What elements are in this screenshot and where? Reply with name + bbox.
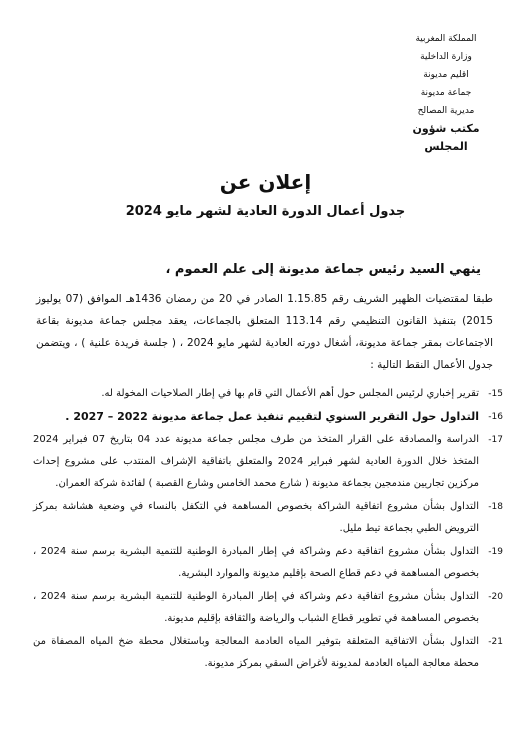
- intro-paragraph: طبقا لمقتضيات الظهير الشريف رقم 1.15.85 الصادر في 20 من رمضان 1436هـ الموافق (07 يوليوز 2015) بتنفيذ القانون التنظيمي رقم 113.14 المتعلق بالجماعات، يعقد مجلس جماعة مديونة بقاعة الاجتماعات بمقر جماعة مديونة، أشغال دورته العادية لشهر مايو 2024 ، ( جلسة فريدة علنية ) ، ويتضمن جدول الأعمال النقط التالية :: [36, 293, 494, 371]
- agenda-item-number: 16-: [488, 412, 503, 422]
- agenda-item-number: 17-: [488, 435, 503, 445]
- agenda-item: [33, 429, 503, 495]
- agenda-item-number: 20-: [488, 592, 503, 602]
- agenda-item-text: التداول بشأن مشروع اتفاقية دعم وشراكة في إطار المبادرة الوطنية للتنمية البشرية برسم سنة 2024 ، بخصوص المساهمة في تطوير قطاع الشباب والرياضة والثقافة بإقليم مديونة.: [33, 591, 479, 624]
- agenda-item: [33, 631, 503, 675]
- agenda-item-text: التداول بشأن مشروع اتفاقية الشراكة بخصوص المساهمة في التكفل بالنساء في وضعية هشاشة بمركز الترويض الطبي بجماعة تيط مليل.: [33, 501, 479, 534]
- letterhead-line: اقليم مديونة: [423, 70, 469, 80]
- agenda-subtitle: جدول أعمال الدورة العادية لشهر مايو 2024: [125, 204, 406, 219]
- letterhead-line: المملكة المغربية: [415, 34, 477, 44]
- agenda-item-text: تقرير إخباري لرئيس المجلس حول أهم الأعمال التي قام بها في إطار الصلاحيات المخولة له.: [101, 388, 479, 399]
- agenda-item-text: التداول بشأن الاتفاقية المتعلقة بتوفير المياه العادمة المعالجة وباستغلال محطة ضخ المياه المصفاة من محطة معالجة المياه العادمة لمديونة لأغراض السقي بمركز مديونة.: [33, 636, 479, 669]
- agenda-item-number: 18-: [488, 502, 503, 512]
- agenda-item: [33, 383, 503, 405]
- agenda-item-number: 21-: [488, 637, 503, 647]
- letterhead-line: مديرية المصالح: [417, 106, 475, 116]
- letterhead-line: جماعة مديونة: [420, 88, 472, 98]
- agenda-item: [33, 541, 503, 585]
- agenda-list: [33, 383, 503, 676]
- agenda-item-text: الدراسة والمصادقة على القرار المتخذ من طرف مجلس جماعة مديونة عدد 04 بتاريخ 07 فبراير 2024 المتخذ خلال الدورة العادية لشهر فبراير 2024 والمتعلق باتفاقية الإشراف المنتدب على مشروع إحداث مركزين تجاريين مندمجين بجماعة مديونة ( شارع محمد الخامس وشارع القصبة ) لفائدة شركة العمران.: [33, 434, 479, 489]
- announcement-title: إعلان عن: [219, 170, 312, 194]
- letterhead-office: مكتب شؤون المجلس: [412, 122, 480, 153]
- agenda-item-text: التداول حول التقرير السنوي لتقييم تنفيذ عمل جماعة مديونة 2022 – 2027 .: [65, 410, 479, 423]
- agenda-item: [33, 406, 503, 428]
- public-notice: ينهي السيد رئيس جماعة مديونة إلى علم العموم ،: [165, 262, 481, 277]
- letterhead-line: وزارة الداخلية: [420, 52, 472, 62]
- agenda-item-number: 15-: [488, 389, 503, 399]
- agenda-item: [33, 586, 503, 630]
- agenda-item-text: التداول بشأن مشروع اتفاقية دعم وشراكة في إطار المبادرة الوطنية للتنمية البشرية برسم سنة 2024 ، بخصوص المساهمة في دعم قطاع الصحة بإقليم مديونة والموارد البشرية.: [33, 546, 479, 579]
- agenda-item-number: 19-: [488, 547, 503, 557]
- letterhead: [391, 30, 501, 156]
- agenda-item: [33, 496, 503, 540]
